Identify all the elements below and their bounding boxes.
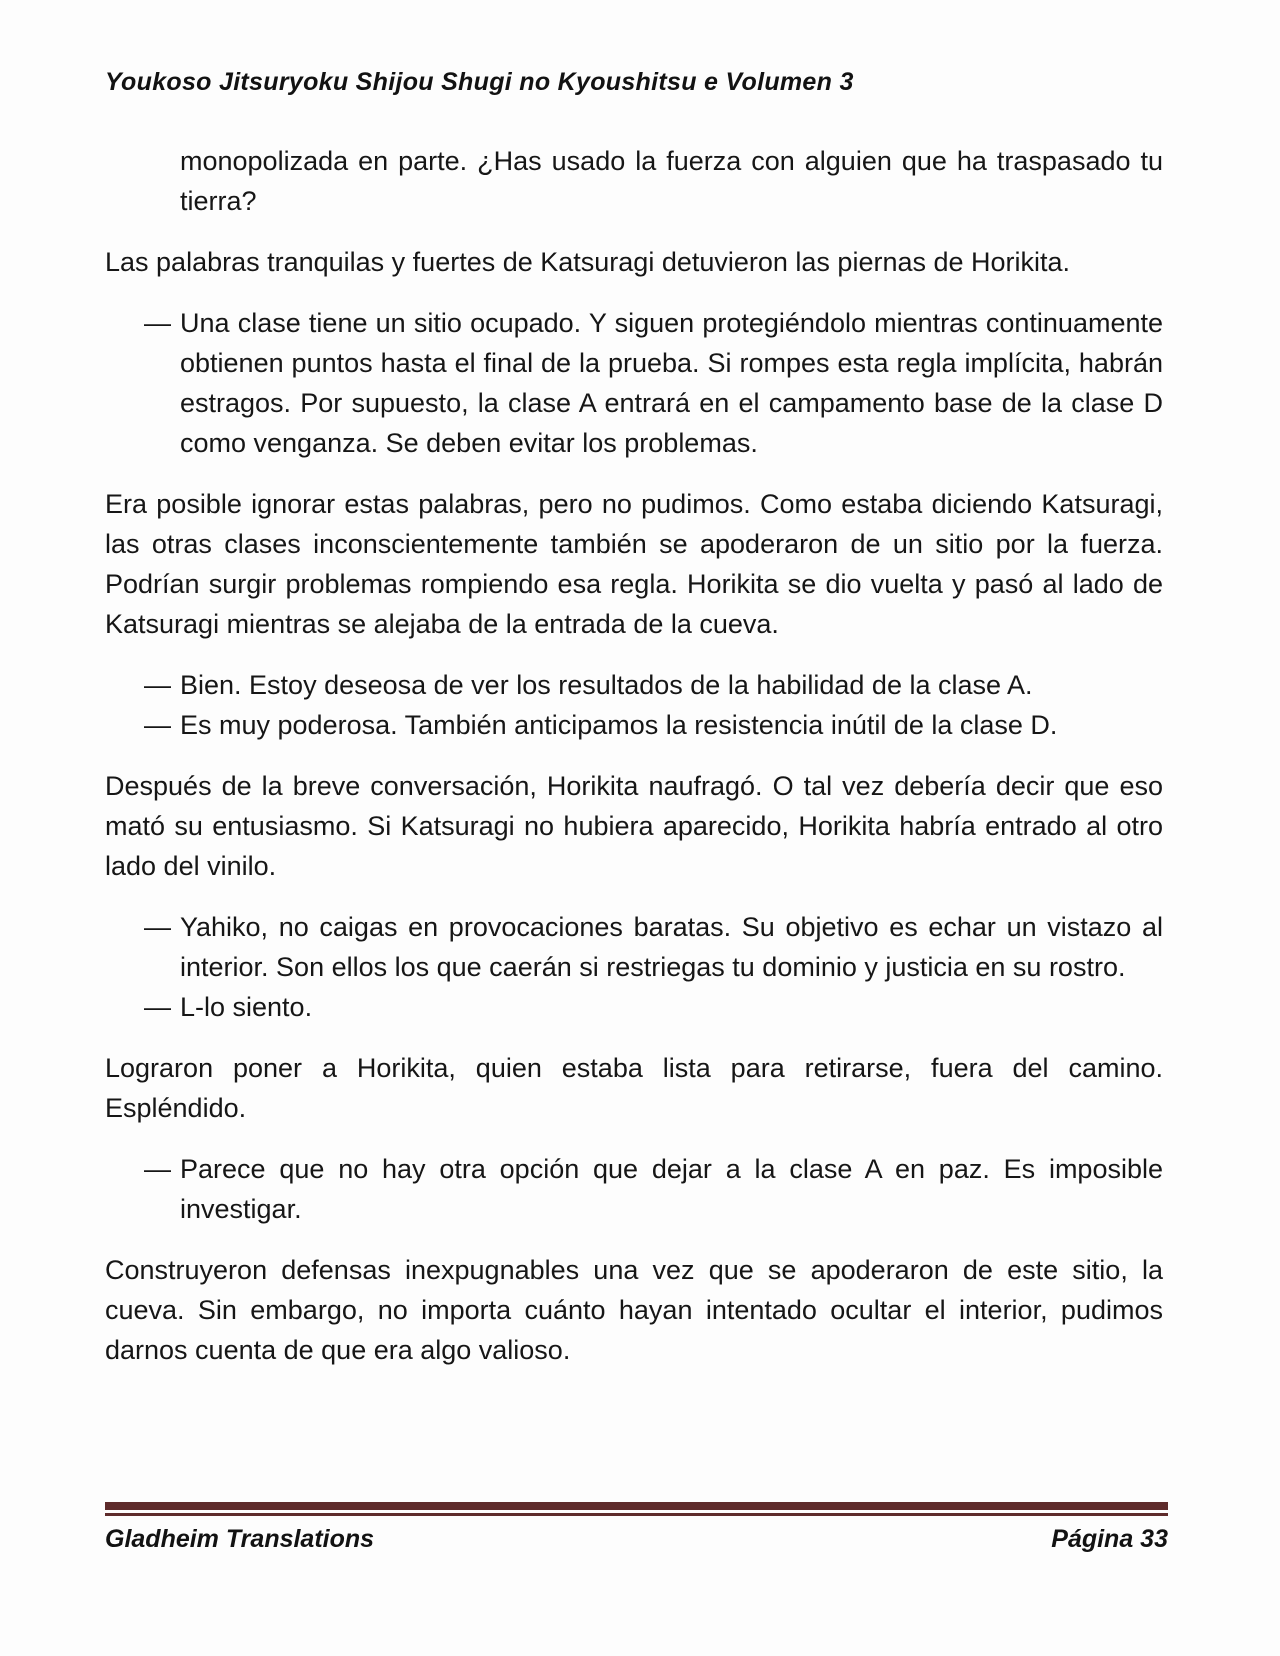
footer-row [105, 1525, 1168, 1554]
dialogue-paragraph [105, 1149, 1163, 1229]
footer-rule [105, 1502, 1168, 1516]
dialogue-dash: — [144, 308, 171, 338]
dialogue-dash: — [144, 912, 171, 942]
page-number: Página 33 [1051, 1525, 1168, 1553]
dialogue-text: L-lo siento. [180, 992, 313, 1022]
dialogue-dash: — [144, 710, 171, 740]
body-paragraph: Era posible ignorar estas palabras, pero no pudimos. Como estaba diciendo Katsuragi, las otras clases inconscientemente también se apoderaron de un sitio por la fuerza. Podrían surgir problemas rompiendo esa regla. Horikita se dio vuelta y pasó al lado de Katsuragi mientras se alejaba de la entrada de la cueva. [105, 489, 1163, 639]
dialogue-paragraph [105, 705, 1163, 745]
dialogue-text: Una clase tiene un sitio ocupado. Y siguen protegiéndolo mientras continuamente obtienen puntos hasta el final de la prueba. Si rompes esta regla implícita, habrán estragos. Por supuesto, la clase A entrará en el campamento base de la clase D como venganza. Se deben evitar los problemas. [180, 308, 1163, 458]
dialogue-text: Bien. Estoy deseosa de ver los resultados de la habilidad de la clase A. [180, 670, 1033, 700]
dialogue-text: Parece que no hay otra opción que dejar a la clase A en paz. Es imposible investigar. [180, 1154, 1163, 1224]
dialogue-dash: — [144, 670, 171, 700]
dialogue-paragraph [105, 907, 1163, 987]
dialogue-text: Yahiko, no caigas en provocaciones baratas. Su objetivo es echar un vistazo al interior. Son ellos los que caerán si restriegas tu dominio y justicia en su rostro. [180, 912, 1163, 982]
page-footer [105, 1502, 1168, 1554]
translator-credit: Gladheim Translations [105, 1525, 375, 1553]
page-body [105, 141, 1163, 1370]
body-paragraph: Lograron poner a Horikita, quien estaba lista para retirarse, fuera del camino. Espléndido. [105, 1053, 1163, 1123]
running-title: Youkoso Jitsuryoku Shijou Shugi no Kyoushitsu e Volumen 3 [105, 68, 854, 96]
dialogue-dash: — [144, 992, 171, 1022]
dialogue-text: Es muy poderosa. También anticipamos la resistencia inútil de la clase D. [180, 710, 1058, 740]
body-paragraph: Las palabras tranquilas y fuertes de Katsuragi detuvieron las piernas de Horikita. [105, 247, 1071, 277]
body-paragraph: Después de la breve conversación, Horikita naufragó. O tal vez debería decir que eso mató su entusiasmo. Si Katsuragi no hubiera aparecido, Horikita habría entrado al otro lado del vinilo. [105, 771, 1163, 881]
dialogue-paragraph [105, 665, 1163, 705]
body-paragraph: Construyeron defensas inexpugnables una vez que se apoderaron de este sitio, la cueva. Sin embargo, no importa cuánto hayan intentado ocultar el interior, pudimos darnos cuenta de que era algo valioso. [105, 1255, 1163, 1365]
dialogue-dash: — [144, 1154, 171, 1184]
dialogue-paragraph [105, 303, 1163, 463]
dialogue-paragraph [105, 987, 1163, 1027]
page-header [105, 68, 854, 97]
body-paragraph: monopolizada en parte. ¿Has usado la fuerza con alguien que ha traspasado tu tierra? [180, 146, 1163, 216]
